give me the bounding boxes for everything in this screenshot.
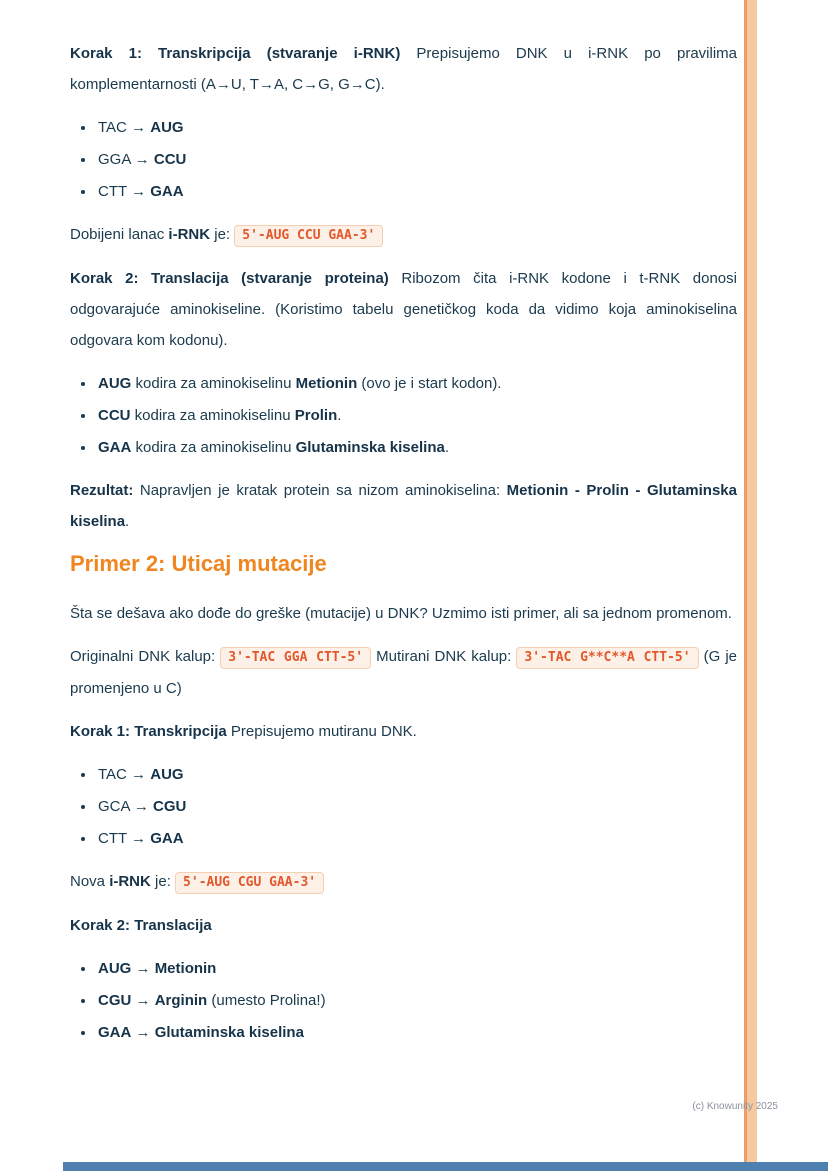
transcription-list-1 (70, 112, 737, 207)
step2-heading: Korak 2: Translacija (70, 917, 212, 934)
arrow-segment: → (131, 992, 155, 1009)
text-segment: Šta se dešava ako dođe do greške (mutacije) u DNK? Uzmimo isti primer, ali sa jednom promenom. (70, 605, 732, 622)
rna-codon: GAA (98, 1024, 132, 1041)
dna-codon: CTT → (98, 830, 151, 847)
text-segment: (G je promenjeno u C) (70, 648, 738, 697)
amino-acid: Arginin (154, 992, 208, 1009)
amino-acid: Prolin (294, 407, 338, 424)
protein-sequence: Metionin - Prolin - Glutaminska kiselina (70, 482, 737, 530)
list-item (96, 144, 737, 175)
rna-codon: AUG (150, 766, 184, 783)
list-item (96, 432, 737, 463)
document-content (70, 38, 737, 1060)
side-stripe (744, 0, 757, 1171)
translation-list-1 (70, 368, 737, 463)
rna-codon: GAA (150, 830, 184, 847)
rna-codon: GAA (150, 183, 184, 200)
rna-codon: AUG (98, 375, 132, 392)
list-item (96, 759, 737, 790)
list-item (96, 176, 737, 207)
list-item (96, 368, 737, 399)
text-segment: Mutirani DNK kalup: (371, 648, 517, 665)
text-segment: . (444, 439, 449, 456)
section-heading-primer2: Primer 2: Uticaj mutacije (70, 551, 327, 576)
step2-heading: Korak 2: Translacija (stvaranje proteina) (70, 270, 389, 287)
list-item (96, 1017, 737, 1048)
paragraph-step1-transcription (70, 38, 737, 100)
translation-list-2 (70, 953, 737, 1048)
paragraph-rna-result (70, 219, 737, 251)
rna-codon: CCU (98, 407, 131, 424)
rna-sequence-code: 5'-AUG CGU GAA-3' (175, 872, 324, 894)
step1-heading: Korak 1: Transkripcija (70, 723, 227, 740)
mutated-dna-sequence-code: 3'-TAC G**C**A CTT-5' (516, 647, 698, 669)
step1-heading: Korak 1: Transkripcija (stvaranje i-RNK) (70, 45, 401, 62)
result-label: Rezultat: (70, 482, 134, 499)
text-segment: (umesto Prolina!) (207, 992, 326, 1009)
text-segment: . (125, 513, 130, 530)
dna-codon: GCA → (98, 798, 154, 815)
rna-sequence-code: 5'-AUG CCU GAA-3' (234, 225, 383, 247)
arrow-segment: → (131, 1024, 155, 1041)
step1-text: Prepisujemo mutiranu DNK. (226, 723, 417, 740)
text-segment: Napravljen je kratak protein sa nizom aminokiselina: (133, 482, 507, 499)
text-segment: (ovo je i start kodon). (357, 375, 502, 392)
text-segment: . (337, 407, 342, 424)
paragraph-mutation-intro (70, 598, 737, 629)
bold-segment: i-RNK (168, 226, 211, 243)
list-item (96, 985, 737, 1016)
rna-codon: AUG (150, 119, 184, 136)
text-segment: kodira za aminokiselinu (131, 375, 296, 392)
step1-text: Prepisujemo DNK u i-RNK po pravilima komplementarnosti (A→U, T→A, C→G, G→C). (70, 45, 737, 93)
paragraph-dna-templates (70, 641, 737, 704)
dna-codon: CTT → (98, 183, 151, 200)
text-segment: Dobijeni lanac (70, 226, 169, 243)
rna-codon: AUG (98, 960, 132, 977)
step2-text: Ribozom čita i-RNK kodone i t-RNK donosi odgovarajuće aminokiseline. (Koristimo tabelu genetičkog koda da vidimo koja aminokiselina odgovara kom kodonu). (70, 270, 737, 349)
amino-acid: Glutaminska kiselina (154, 1024, 304, 1041)
text-segment: je: (150, 873, 176, 890)
paragraph-mutation-step1 (70, 716, 737, 747)
dna-codon: GGA → (98, 151, 154, 168)
text-segment: kodira za aminokiselinu (130, 407, 295, 424)
rna-codon: CGU (98, 992, 132, 1009)
dna-codon: TAC → (98, 766, 151, 783)
text-segment: je: (210, 226, 235, 243)
text-segment: kodira za aminokiselinu (131, 439, 296, 456)
amino-acid: Metionin (295, 375, 358, 392)
list-item (96, 953, 737, 984)
transcription-list-2 (70, 759, 737, 854)
amino-acid: Glutaminska kiselina (295, 439, 445, 456)
dna-codon: TAC → (98, 119, 151, 136)
list-item (96, 400, 737, 431)
paragraph-mutation-step2 (70, 910, 737, 941)
paragraph-new-rna (70, 866, 737, 898)
list-item (96, 823, 737, 854)
list-item (96, 791, 737, 822)
rna-codon: GAA (98, 439, 132, 456)
bottom-accent-bar (63, 1162, 828, 1171)
bold-segment: i-RNK (109, 873, 151, 890)
text-segment: Originalni DNK kalup: (70, 648, 221, 665)
amino-acid: Metionin (154, 960, 217, 977)
arrow-segment: → (131, 960, 155, 977)
text-segment: Nova (70, 873, 110, 890)
paragraph-step2-translation (70, 263, 737, 356)
footer-credit: (c) Knowunity 2025 (692, 1101, 778, 1112)
dna-sequence-code: 3'-TAC GGA CTT-5' (220, 647, 371, 669)
rna-codon: CCU (153, 151, 187, 168)
rna-codon: CGU (153, 798, 187, 815)
paragraph-result (70, 475, 737, 537)
list-item (96, 112, 737, 143)
